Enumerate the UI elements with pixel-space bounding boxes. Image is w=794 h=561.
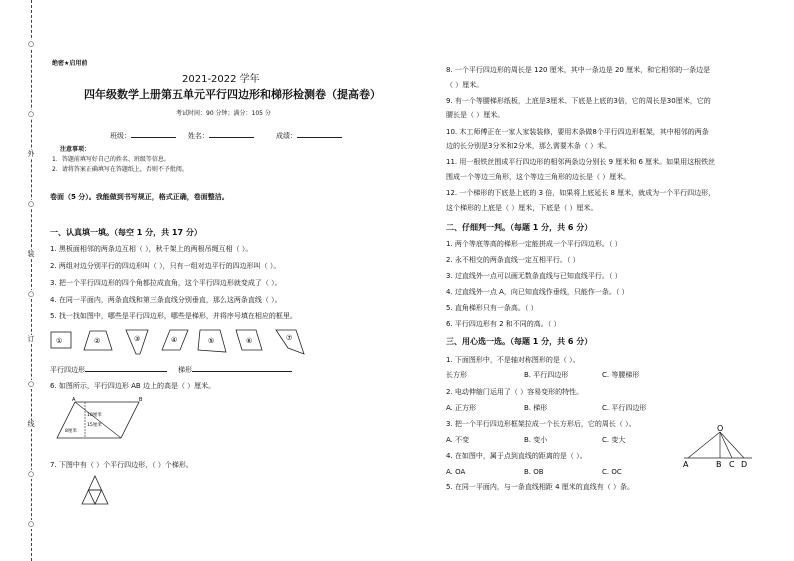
parallelogram-figure	[55, 396, 145, 446]
exam-info: 考试时间：90 分钟；满分：105 分	[176, 110, 271, 117]
question-1-12b: 这个梯形的上底是（ ）厘米，下底是（ ）厘米。	[446, 204, 598, 212]
class-label: 班级：	[110, 132, 131, 140]
choice-1: 1. 下面图形中，不是轴对称图形的是（ ）。	[446, 356, 580, 364]
question-1-11a: 11. 用一根铁丝围成平行四边形的相邻两条边分别长 9 厘米和 6 厘米。如果用这根铁丝	[446, 158, 716, 166]
triangle-figure	[80, 474, 110, 508]
choice-1-option-c[interactable]: C. 等腰梯形	[602, 371, 640, 379]
binding-label-line: 线	[24, 420, 38, 429]
choice-2-option-c[interactable]: C. 平行四边形	[602, 404, 647, 412]
question-1-7: 7. 下图中有（ ）个平行四边形，（ ）个梯形。	[50, 461, 193, 469]
binding-circle: ○	[24, 200, 38, 209]
secret-mark: 绝密★启用前	[52, 60, 88, 67]
choice-3-option-a[interactable]: A. 不变	[446, 436, 470, 444]
label-d: D	[741, 460, 748, 469]
diagonal-line	[75, 402, 121, 438]
choice-5: 5. 在同一平面内，与一条直线相距 4 厘米的直线有（ ）条。	[446, 483, 635, 491]
fig6-label-a: A	[72, 397, 76, 403]
class-field[interactable]	[110, 132, 176, 141]
name-field[interactable]	[188, 132, 254, 141]
question-1-8b: （ ）厘米。	[446, 81, 484, 89]
section-1-heading: 一、认真填一填。（每空 1 分，共 17 分）	[50, 228, 202, 237]
question-1-12a: 12. 一个梯形的下底是上底的 3 倍，如果将上底延长 8 厘米，就成为一个平行四边形，	[446, 189, 716, 197]
label-c: C	[729, 460, 735, 469]
question-1-5: 5. 找一找如图中，哪些是平行四边形，哪些是梯形，并将序号填在相应的框里。	[50, 312, 297, 320]
label-o: O	[717, 424, 724, 433]
name-label: 姓名：	[188, 132, 209, 140]
shapes-figure	[50, 326, 310, 360]
binding-label-outer: 外	[24, 150, 38, 159]
note-1: 1．答题前填写好自己的姓名、班级等信息。	[52, 156, 170, 163]
binding-circle: ○	[24, 380, 38, 389]
score-label: 成绩：	[276, 132, 297, 140]
segment-oc	[720, 432, 732, 458]
choice-3: 3. 把一个平行四边形框架拉成一个长方形后，它的周长（ ）。	[446, 420, 636, 428]
choice-4: 4. 在如图中，属于点到直线的距离的是（ ）。	[446, 452, 587, 460]
trapezoid-answer-field[interactable]	[178, 366, 292, 375]
fig6-label-8cm: 8厘米	[65, 429, 77, 434]
note-2: 2．请将答案正确填写在答题纸上，否则不予批阅。	[52, 166, 188, 173]
question-1-4: 4. 在同一平面内，两条直线和第三条直线分别垂直，那么这两条直线（ ）。	[50, 296, 282, 304]
parallelogram-label: 平行四边形	[50, 366, 85, 374]
question-1-9a: 9. 有一个等腰梯形纸板，上底是3厘米、下底是上底的3倍，它的周长是30厘米，它的	[446, 97, 711, 105]
question-1-6: 6. 如图所示，平行四边形 AB 边上的高是（ ）厘米。	[50, 382, 216, 390]
segment-oa	[688, 432, 720, 458]
binding-circle: ○	[24, 470, 38, 479]
fig6-label-10cm: 10厘米	[87, 413, 102, 418]
question-1-10b: 边的长分别是3分米和2分米，那么需要木条（ ）米。	[446, 142, 612, 150]
notes-heading: 注意事项：	[60, 146, 91, 153]
fig6-label-b: B	[139, 397, 143, 403]
judge-1: 1. 两个等底等高的梯形一定能拼成一个平行四边形。（ ）	[446, 240, 622, 248]
choice-1-option-a[interactable]: 长方形	[446, 371, 467, 379]
label-b: B	[716, 460, 722, 469]
question-1-1: 1. 黑板面相邻的两条边互相（ ），秋千架上的两根吊绳互相（ ）。	[50, 245, 253, 253]
shape-3-label: ③	[134, 335, 141, 343]
parallelogram-answer-field[interactable]	[50, 366, 167, 375]
point-line-figure	[680, 424, 756, 472]
label-a: A	[683, 460, 689, 469]
inner-triangle	[89, 490, 102, 504]
fig6-label-15cm: 15厘米	[87, 423, 102, 428]
binding-label-order: 订	[24, 335, 38, 344]
choice-2: 2. 电动伸缩门运用了（ ）容易变形的特性。	[446, 388, 584, 396]
judge-4: 4. 过直线外一点 A，向已知直线作垂线，只能作一条。（ ）	[446, 288, 629, 296]
choice-4-option-a[interactable]: A. OA	[446, 468, 466, 476]
score-field[interactable]	[276, 132, 342, 141]
choice-3-option-b[interactable]: B. 变小	[524, 436, 548, 444]
segment-od	[720, 432, 744, 458]
shape-1-label: ①	[56, 337, 63, 345]
choice-2-option-a[interactable]: A. 正方形	[446, 404, 477, 412]
section-3-heading: 三、用心选一选。（每题 1 分，共 6 分）	[446, 337, 593, 346]
binding-label-bind: 装	[24, 250, 38, 259]
shape-2-label: ②	[94, 337, 101, 345]
question-1-11b: 围成一个等边三角形，这个等边三角形的边长是（ ）厘米。	[446, 173, 631, 181]
binding-margin	[22, 0, 40, 561]
choice-3-option-c[interactable]: C. 变大	[602, 436, 626, 444]
question-1-2: 2. 两组对边分别平行的四边形叫（ ），只有一组对边平行的四边形叫（ ）。	[50, 262, 281, 270]
trapezoid-label: 梯形	[178, 366, 192, 374]
choice-4-option-b[interactable]: B. OB	[524, 468, 544, 476]
shape-7-label: ⑦	[286, 334, 293, 342]
choice-1-option-b[interactable]: B. 平行四边形	[524, 371, 569, 379]
page-title: 四年级数学上册第五单元平行四边形和梯形检测卷（提高卷）	[84, 88, 381, 101]
section-2-heading: 二、仔细判一判。（每题 1 分，共 6 分）	[446, 223, 593, 232]
neatness-note: 卷面（5 分）。我能做到书写规正，格式正确，卷面整洁。	[50, 193, 229, 201]
shape-4-label: ④	[171, 336, 178, 344]
choice-2-option-b[interactable]: B. 梯形	[524, 404, 548, 412]
question-1-10a: 10. 木工师傅正在一家人家装装修，要用木条做8个平行四边形框架，其中相邻的两条	[446, 128, 709, 136]
choice-4-option-c[interactable]: C. OC	[602, 468, 622, 476]
binding-circle: ○	[24, 290, 38, 299]
judge-5: 5. 直角梯形只有一条高。（ ）	[446, 304, 538, 312]
school-year: 2021-2022 学年	[182, 74, 260, 85]
shape-6-label: ⑥	[246, 337, 253, 345]
binding-circle: ○	[24, 110, 38, 119]
binding-circle: ○	[24, 40, 38, 49]
shape-5-label: ⑤	[208, 337, 215, 345]
binding-circle: ○	[24, 520, 38, 529]
question-1-9b: 腰长是（ ）厘米。	[446, 111, 505, 119]
judge-2: 2. 永不相交的两条直线一定互相平行。（ ）	[446, 256, 580, 264]
judge-6: 6. 平行四边形有 2 和不同的高。（ ）	[446, 320, 561, 328]
question-1-8a: 8. 一个平行四边形的周长是 120 厘米，其中一条边是 20 厘米，和它相邻的一条边是	[446, 66, 711, 74]
judge-3: 3. 过直线外一点可以画无数条直线与已知直线平行。（ ）	[446, 272, 622, 280]
question-1-3: 3. 把一个平行四边形的四个角都拉成直角，这个平行四边形就变成了（ ）。	[50, 279, 282, 287]
